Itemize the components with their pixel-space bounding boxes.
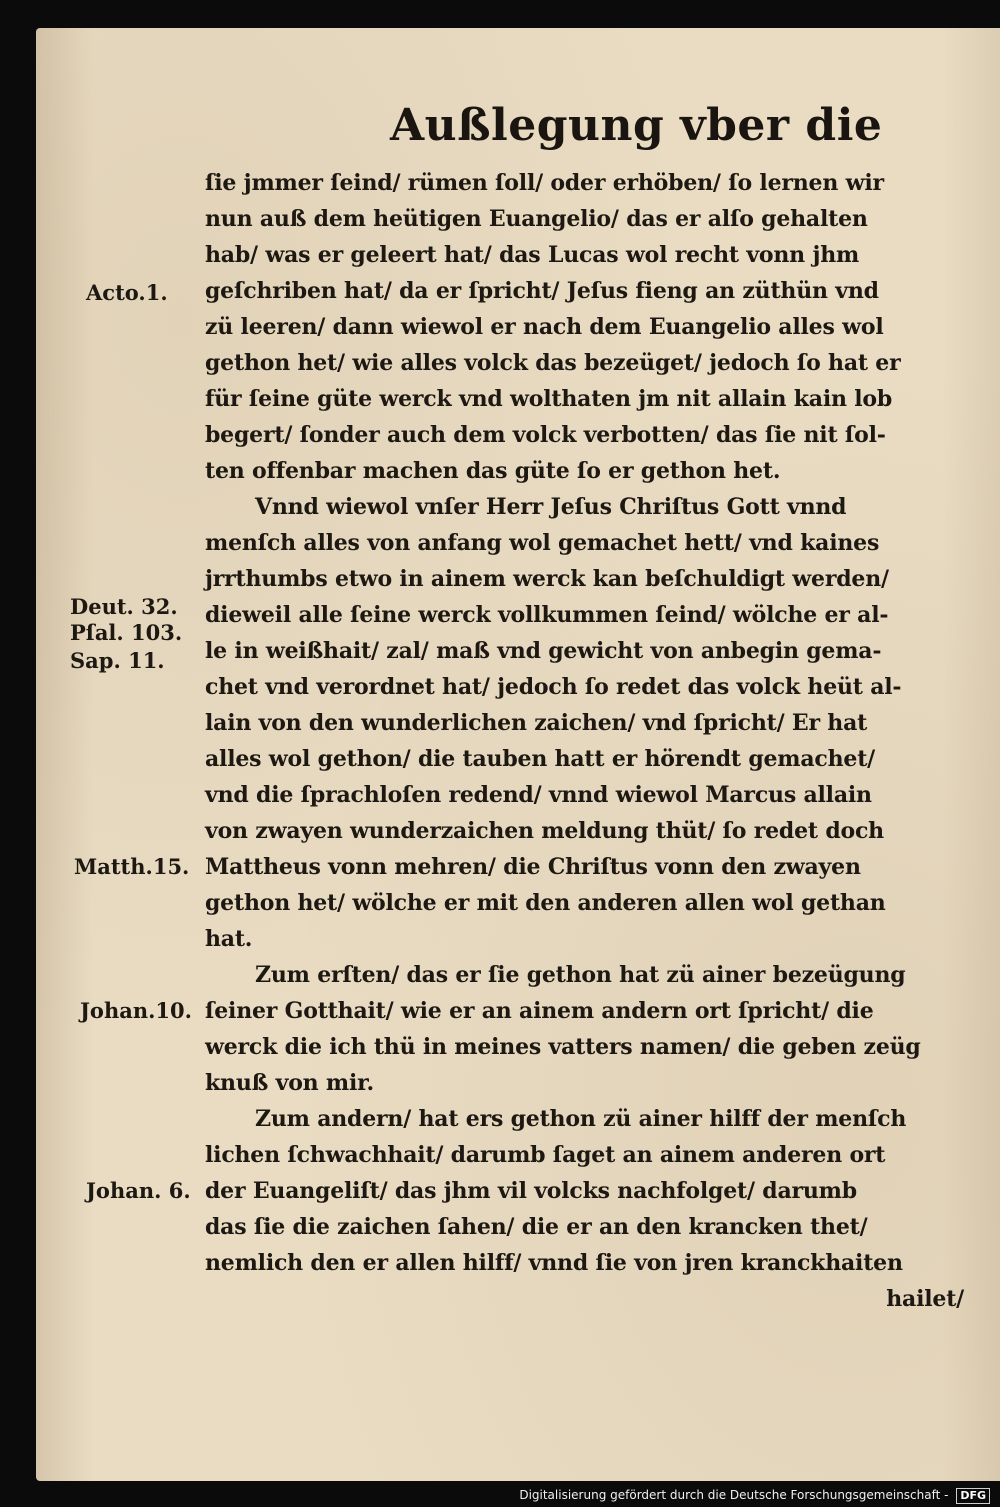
- dfg-logo: DFG: [956, 1488, 990, 1504]
- text-line: begert/ ſonder auch dem volck verbotten/ das ſie nit ſol-: [205, 422, 886, 448]
- text-line: ſie jmmer ſeind/ rümen ſoll/ oder erhöben/ ſo lernen wir: [205, 170, 884, 196]
- text-line: jrrthumbs etwo in ainem werck kan beſchuldigt werden/: [205, 566, 889, 592]
- text-line: nemlich den er allen hilff/ vnnd ſie von jren kranckhaiten: [205, 1250, 903, 1276]
- text-line: hailet/: [886, 1286, 964, 1312]
- text-line: gethon het/ wölche er mit den anderen allen wol gethan: [205, 890, 886, 916]
- text-line: von zwayen wunderzaichen meldung thüt/ ſo redet doch: [205, 818, 884, 844]
- text-line: der Euangeliſt/ das jhm vil volcks nachfolget/ darumb: [205, 1178, 857, 1204]
- text-line: alles wol gethon/ die tauben hatt er hörendt gemachet/: [205, 746, 876, 772]
- text-line: zü leeren/ dann wiewol er nach dem Euangelio alles wol: [205, 314, 884, 340]
- text-line: chet vnd verordnet hat/ jedoch ſo redet das volck heüt al-: [205, 674, 902, 700]
- text-line: ſeiner Gotthait/ wie er an ainem andern ort ſpricht/ die: [205, 998, 874, 1024]
- text-line: Zum erſten/ das er ſie gethon hat zü ainer bezeügung: [255, 962, 906, 988]
- text-line: knuß von mir.: [205, 1070, 374, 1096]
- text-line: für ſeine güte werck vnd wolthaten jm nit allain kain lob: [205, 386, 893, 412]
- margin-note: Pſal. 103.: [70, 620, 183, 645]
- text-line: gethon het/ wie alles volck das bezeüget/ jedoch ſo hat er: [205, 350, 901, 376]
- text-line: ten offenbar machen das güte ſo er gethon het.: [205, 458, 781, 484]
- text-line: Zum andern/ hat ers gethon zü ainer hilff der menſch: [255, 1106, 907, 1132]
- margin-note: Deut. 32.: [70, 594, 178, 619]
- text-line: le in weißhait/ zal/ maß vnd gewicht von anbegin gema-: [205, 638, 882, 664]
- text-line: lain von den wunderlichen zaichen/ vnd ſpricht/ Er hat: [205, 710, 868, 736]
- text-line: hat.: [205, 926, 253, 952]
- margin-note: Sap. 11.: [70, 648, 165, 673]
- margin-note: Acto.1.: [86, 280, 168, 305]
- margin-note: Matth.15.: [74, 854, 190, 879]
- text-line: das ſie die zaichen ſahen/ die er an den krancken thet/: [205, 1214, 868, 1240]
- text-line: lichen ſchwachhait/ darumb ſaget an ainem anderen ort: [205, 1142, 886, 1168]
- text-line: Vnnd wiewol vnſer Herr Jeſus Chriſtus Gott vnnd: [255, 494, 847, 520]
- text-line: hab/ was er geleert hat/ das Lucas wol recht vonn jhm: [205, 242, 860, 268]
- text-line: nun auß dem heütigen Euangelio/ das er alſo gehalten: [205, 206, 868, 232]
- margin-note: Johan. 6.: [86, 1178, 191, 1203]
- footer-credit: [0, 1483, 1000, 1507]
- text-line: menſch alles von anfang wol gemachet hett/ vnd kaines: [205, 530, 880, 556]
- text-line: Mattheus vonn mehren/ die Chriſtus vonn den zwayen: [205, 854, 861, 880]
- margin-note: Johan.10.: [80, 998, 192, 1023]
- footer-text: Digitalisierung gefördert durch die Deutsche Forschungsgemeinschaft -: [519, 1488, 949, 1502]
- text-line: dieweil alle ſeine werck vollkummen ſeind/ wölche er al-: [205, 602, 889, 628]
- text-line: vnd die ſprachloſen redend/ vnnd wiewol Marcus allain: [205, 782, 872, 808]
- text-line: werck die ich thü in meines vatters namen/ die geben zeüg: [205, 1034, 921, 1060]
- text-line: geſchriben hat/ da er ſpricht/ Jeſus fieng an züthün vnd: [205, 278, 879, 304]
- page-header: Außlegung vber die: [390, 100, 883, 151]
